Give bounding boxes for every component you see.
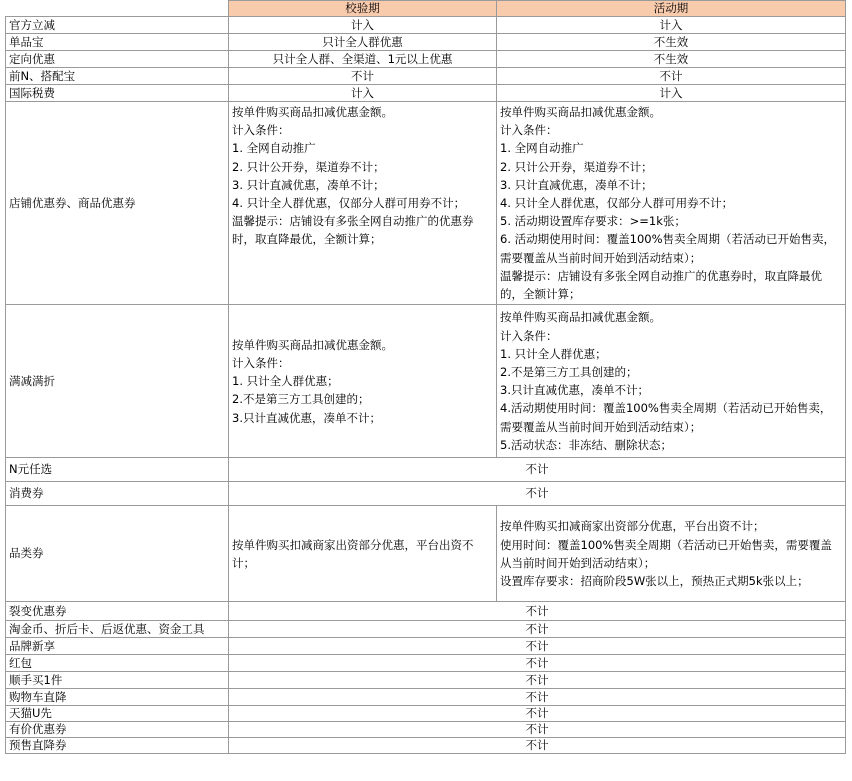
row-label: 裂变优惠券	[6, 602, 229, 621]
row-label: 满减满折	[6, 305, 229, 458]
table-row	[6, 458, 846, 482]
table-row	[6, 689, 846, 706]
rule-line: 4. 只计全人群优惠，仅部分人群可用券不计；	[232, 196, 466, 211]
row-label: 红包	[6, 655, 229, 672]
row-label: 前N、搭配宝	[6, 68, 229, 85]
activity-cell: 计入	[497, 17, 846, 34]
verify-cell: 只计全人群、全渠道、1元以上优惠	[229, 51, 497, 68]
rule-line: 设置库存要求：招商阶段5W张以上，预热正式期5k张以上；	[500, 573, 809, 588]
activity-cell	[497, 506, 846, 602]
merged-cell: 不计	[229, 738, 846, 754]
rule-line: 5.活动状态：非冻结、删除状态；	[500, 437, 672, 452]
row-label: N元任选	[6, 458, 229, 482]
merged-cell: 不计	[229, 689, 846, 706]
rule-line: 1. 只计全人群优惠；	[232, 374, 339, 389]
rule-line: 2.不是第三方工具创建的；	[500, 365, 638, 380]
verify-cell: 只计全人群优惠	[229, 34, 497, 51]
rule-line: 3.只计直减优惠，凑单不计；	[232, 410, 381, 425]
row-label: 国际税费	[6, 85, 229, 102]
table-row	[6, 672, 846, 689]
merged-cell: 不计	[229, 672, 846, 689]
table-row	[6, 51, 846, 68]
table-row	[6, 34, 846, 51]
rule-line: 1. 全网自动推广	[232, 141, 316, 156]
rule-line: 计入条件：	[500, 123, 558, 138]
table-row-category-coupon	[6, 506, 846, 602]
row-label: 有价优惠券	[6, 722, 229, 738]
activity-cell: 不计	[497, 68, 846, 85]
table-row	[6, 638, 846, 655]
table-row	[6, 17, 846, 34]
row-label: 官方立减	[6, 17, 229, 34]
activity-cell	[497, 102, 846, 305]
row-label: 天猫U先	[6, 706, 229, 722]
verify-cell: 计入	[229, 85, 497, 102]
header-verify-period: 校验期	[229, 1, 497, 17]
verify-cell	[229, 102, 497, 305]
rule-line: 4.活动期使用时间：覆盖100%售卖全周期（若活动已开始售卖，需要覆盖从当前时间开始到活动结束）；	[500, 401, 832, 434]
merged-cell: 不计	[229, 722, 846, 738]
activity-cell	[497, 305, 846, 458]
verify-cell: 不计	[229, 68, 497, 85]
merged-cell: 不计	[229, 458, 846, 482]
rule-line: 温馨提示：店铺设有多张全网自动推广的优惠券时，取直降最优的，全额计算；	[500, 268, 822, 302]
table-row-shop-coupon	[6, 102, 846, 305]
merged-cell: 不计	[229, 706, 846, 722]
rule-line: 3.只计直减优惠，凑单不计；	[500, 383, 649, 398]
rule-line: 计入条件：	[232, 355, 290, 370]
row-label: 淘金币、折后卡、后返优惠、资金工具	[6, 621, 229, 638]
rule-line: 1. 全网自动推广	[500, 141, 584, 156]
rule-line: 按单件购买商品扣减优惠金额。	[500, 105, 661, 119]
rule-line: 按单件购买扣减商家出资部分优惠，平台出资不计；	[232, 537, 474, 570]
table-row	[6, 85, 846, 102]
activity-cell: 不生效	[497, 51, 846, 68]
rule-line: 3. 只计直减优惠，凑单不计；	[500, 177, 653, 192]
verify-cell	[229, 506, 497, 602]
merged-cell: 不计	[229, 638, 846, 655]
rule-line: 3. 只计直减优惠，凑单不计；	[232, 177, 385, 192]
verify-cell	[229, 305, 497, 458]
rule-line: 2.不是第三方工具创建的；	[232, 392, 370, 407]
merged-cell: 不计	[229, 602, 846, 621]
table-row	[6, 482, 846, 506]
table-row-full-reduce	[6, 305, 846, 458]
rule-line: 2. 只计公开券，渠道券不计；	[232, 159, 385, 174]
row-label: 购物车直降	[6, 689, 229, 706]
header-row	[6, 1, 846, 17]
table-row	[6, 621, 846, 638]
row-label: 店铺优惠券、商品优惠券	[6, 102, 229, 305]
rule-line: 温馨提示：店铺设有多张全网自动推广的优惠券时，取直降最优，全额计算；	[232, 214, 474, 247]
rule-line: 按单件购买扣减商家出资部分优惠，平台出资不计；	[500, 519, 765, 534]
rule-line: 4. 只计全人群优惠，仅部分人群可用券不计；	[500, 196, 734, 211]
row-label: 定向优惠	[6, 51, 229, 68]
row-label: 单品宝	[6, 34, 229, 51]
rule-line: 按单件购买商品扣减优惠金额。	[500, 310, 661, 325]
row-label: 顺手买1件	[6, 672, 229, 689]
table-row	[6, 655, 846, 672]
rule-line: 5. 活动期设置库存要求：>=1k张；	[500, 214, 686, 229]
row-label: 预售直降券	[6, 738, 229, 754]
activity-cell: 计入	[497, 85, 846, 102]
discount-rules-table	[5, 0, 846, 754]
merged-cell: 不计	[229, 621, 846, 638]
row-label: 品类券	[6, 506, 229, 602]
rule-line: 按单件购买商品扣减优惠金额。	[232, 105, 393, 119]
header-activity-period: 活动期	[497, 1, 846, 17]
rule-line: 计入条件：	[232, 123, 290, 138]
table-row	[6, 722, 846, 738]
row-label: 消费券	[6, 482, 229, 506]
table-row	[6, 738, 846, 754]
rule-line: 计入条件：	[500, 328, 558, 343]
table-row	[6, 706, 846, 722]
merged-cell: 不计	[229, 482, 846, 506]
table-row	[6, 68, 846, 85]
table-row	[6, 602, 846, 621]
header-corner	[6, 1, 229, 17]
row-label: 品牌新享	[6, 638, 229, 655]
merged-cell: 不计	[229, 655, 846, 672]
rule-line: 1. 只计全人群优惠；	[500, 346, 607, 361]
activity-cell: 不生效	[497, 34, 846, 51]
rule-line: 6. 活动期使用时间：覆盖100%售卖全周期（若活动已开始售卖，需要覆盖从当前时间开始到活动结束）；	[500, 232, 836, 265]
rule-line: 2. 只计公开券，渠道券不计；	[500, 159, 653, 174]
rule-line: 使用时间：覆盖100%售卖全周期（若活动已开始售卖，需要覆盖从当前时间开始到活动结束）；	[500, 537, 832, 570]
rule-line: 按单件购买商品扣减优惠金额。	[232, 337, 393, 352]
verify-cell: 计入	[229, 17, 497, 34]
